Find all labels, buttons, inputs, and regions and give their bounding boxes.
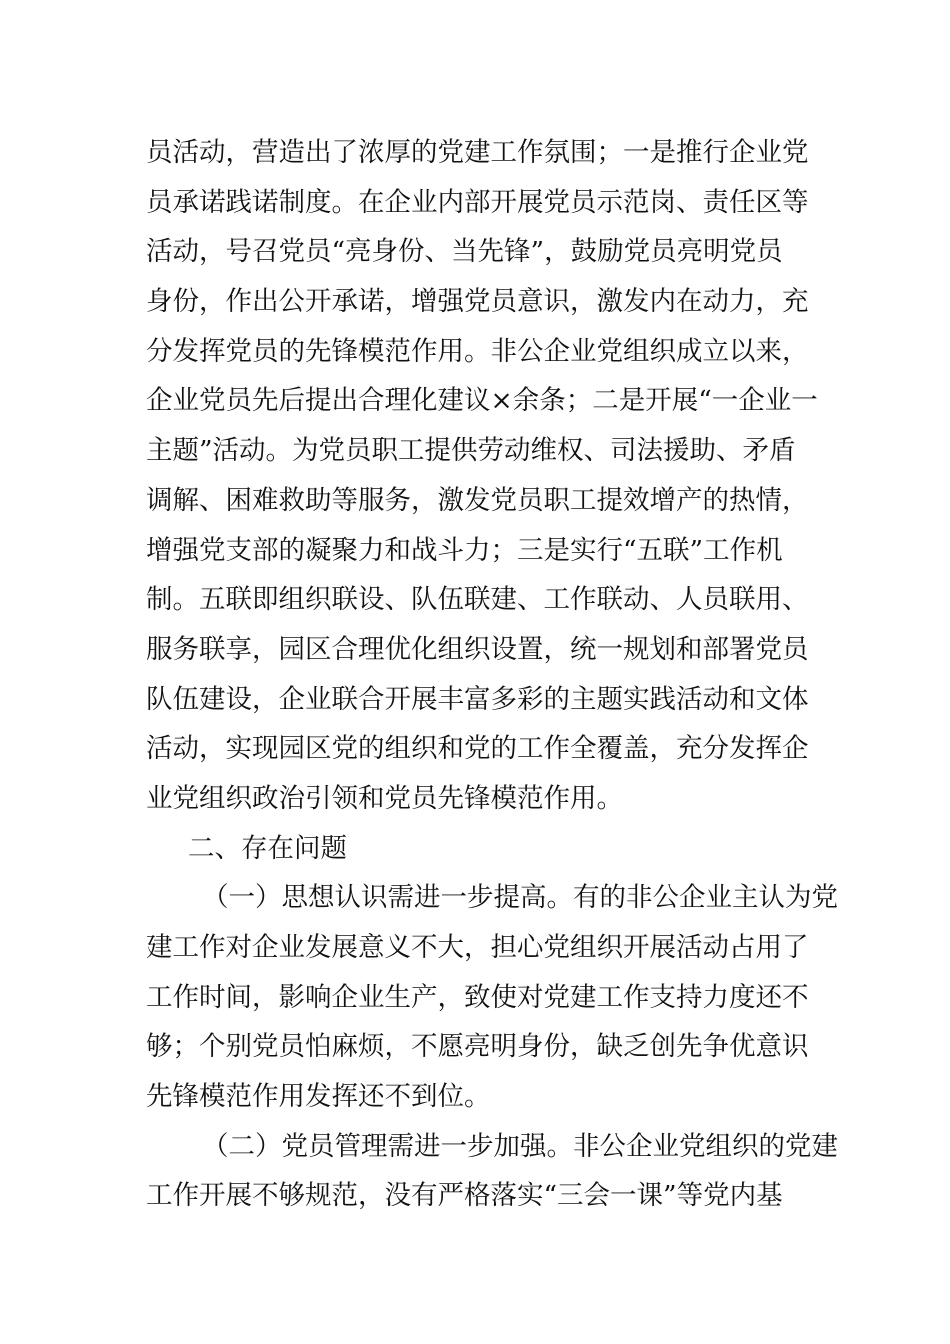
text-line: 调解、困难救助等服务，激发党员职工提效增产的热情， <box>146 484 809 516</box>
text-line: 身份，作出公开承诺，增强党员意识，激发内在动力，充 <box>146 286 809 318</box>
text-line: 队伍建设，企业联合开展丰富多彩的主题实践活动和文体 <box>146 683 809 715</box>
text-line: 员活动，营造出了浓厚的党建工作氛围；一是推行企业党 <box>146 137 809 168</box>
text-line: 先锋模范作用发挥还不到位。 <box>146 1081 491 1113</box>
text-line: 企业党员先后提出合理化建议×余条；二是开展“一企业一 <box>146 385 818 417</box>
text-line: 业党组织政治引领和党员先锋模范作用。 <box>146 782 623 814</box>
text-line: 员承诺践诺制度。在企业内部开展党员示范岗、责任区等 <box>146 186 809 218</box>
text-line: 工作时间，影响企业生产，致使对党建工作支持力度还不 <box>146 981 809 1013</box>
text-line: 分发挥党员的先锋模范作用。非公企业党组织成立以来， <box>146 335 809 367</box>
section-heading: 二、存在问题 <box>188 832 347 864</box>
text-line: （一）思想认识需进一步提高。有的非公企业主认为党 <box>202 882 838 914</box>
text-line: 增强党支部的凝聚力和战斗力；三是实行“五联”工作机 <box>146 534 783 566</box>
text-line: 服务联享，园区合理优化组织设置，统一规划和部署党员 <box>146 633 809 665</box>
text-line: 工作开展不够规范，没有严格落实“三会一课”等党内基 <box>146 1180 783 1212</box>
text-line: 够；个别党员怕麻烦，不愿亮明身份，缺乏创先争优意识 <box>146 1031 809 1063</box>
text-line: （二）党员管理需进一步加强。非公企业党组织的党建 <box>202 1130 838 1162</box>
text-line: 主题”活动。为党员职工提供劳动维权、司法援助、矛盾 <box>146 435 796 467</box>
body-text <box>146 128 838 1221</box>
text-line: 活动，实现园区党的组织和党的工作全覆盖，充分发挥企 <box>146 733 809 765</box>
text-line: 制。五联即组织联设、队伍联建、工作联动、人员联用、 <box>146 584 809 616</box>
text-line: 活动，号召党员“亮身份、当先锋”，鼓励党员亮明党员 <box>146 236 783 268</box>
text-line: 建工作对企业发展意义不大，担心党组织开展活动占用了 <box>146 932 809 963</box>
